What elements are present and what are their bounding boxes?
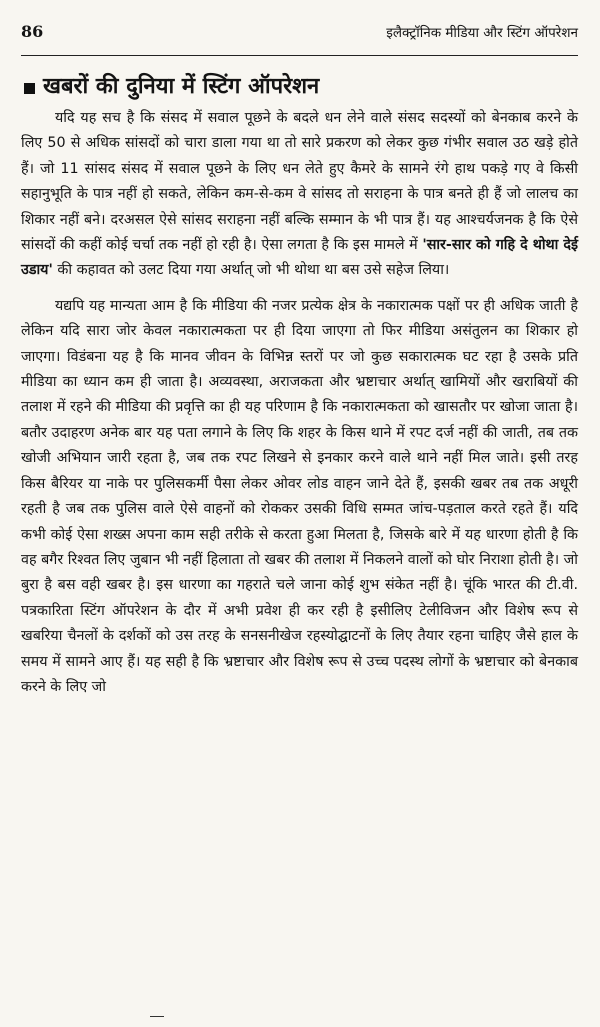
paragraph-1-after: की कहावत को उलट दिया गया अर्थात् जो भी थोथा था बस उसे सहेज लिया।	[52, 262, 450, 279]
footer-mark	[150, 1016, 164, 1018]
body-text	[21, 106, 578, 700]
paragraph-2: यद्यपि यह मान्यता आम है कि मीडिया की नजर प्रत्येक क्षेत्र के नकारात्मक पक्षों पर ही अधिक जाती है लेकिन यदि सारा जोर केवल नकारात्मकता पर ही दिया जाएगा तो फिर मीडिया असंतुलन का शिकार हो जाएगा। विडंबना यह है कि मानव जीवन के विभिन्न स्तरों पर जो कुछ सकारात्मक घट रहा है उसके प्रति मीडिया का ध्यान कम ही जाता है। अव्यवस्था, अराजकता और भ्रष्टाचार अर्थात् खामियों और खराबियों की तलाश में रहने की मीडिया की प्रवृत्ति का ही यह परिणाम है कि नकारात्मकता को खासतौर पर खोजा जाता है। बतौर उदाहरण अनेक बार यह पता लगाने के लिए कि शहर के किस थाने में रपट दर्ज नहीं की जाती, तब तक खोजी अभियान जारी रहता है, जब तक रपट लिखने से इनकार करने वाले थाने नहीं मिल जाते। इसी तरह किस बैरियर या नाके पर पुलिसकर्मी पैसा लेकर ओवर लोड वाहन जाने देते हैं, इसकी खबर तब तक अधूरी रहती है जब तक पुलिस वाले ऐसे वाहनों को रोककर उसकी विधि सम्मत जांच-पड़ताल करते रहते हैं। यदि कभी कोई ऐसा शख्स अपना काम सही तरीके से करता हुआ मिलता है, जिसके बारे में यह धारणा होती है कि वह बगैर रिश्वत लिए जुबान भी नहीं हिलाता तो खबर की तलाश में निकलने वालों को घोर निराशा होती है। जो बुरा है बस वही खबर है। इस धारणा का गहराते चले जाना कोई शुभ संकेत नहीं है। चूंकि भारत की टी.वी. पत्रकारिता स्टिंग ऑपरेशन के दौर में अभी प्रवेश ही कर रही है इसीलिए टेलीविजन और विशेष रूप से खबरिया चैनलों के दर्शकों को उस तरह के सनसनीखेज रहस्योद्घाटनों के लिए तैयार रहना चाहिए जैसे हाल के समय में सामने आए हैं। यह सही है कि भ्रष्टाचार और विशेष रूप से उच्च पदस्थ लोगों के भ्रष्टाचार को बेनकाब करने के लिए जो	[21, 297, 578, 695]
paragraph-1-quote: 'सार-सार को गहि दे थोथा देई उडाय'	[21, 237, 578, 279]
running-title: इलैक्ट्रॉनिक मीडिया और स्टिंग ऑपरेशन	[386, 25, 578, 41]
page-number: 86	[21, 22, 44, 41]
square-bullet-icon	[24, 83, 35, 94]
section-heading	[24, 72, 578, 102]
paragraph-1-before: यदि यह सच है कि संसद में सवाल पूछने के बदले धन लेने वाले संसद सदस्यों को बेनकाब करने के लिए 50 से अधिक सांसदों को चारा डाला गया था तो सारे प्रकरण को लेकर कुछ गंभीर सवाल उठ खड़े होते हैं। जो 11 सांसद संसद में सवाल पूछने के लिए धन लेते हुए कैमरे के सामने रंगे हाथ पकड़े गए वे किसी सहानुभूति के पात्र नहीं हो सकते, लेकिन कम-से-कम वे सांसद तो सराहना के पात्र बनते ही हैं जो लालच का शिकार नहीं बने। दरअसल ऐसे सांसद सराहना नहीं बल्कि सम्मान के भी पात्र हैं। यह आश्चर्यजनक है कि ऐसे सांसदों की कहीं कोई चर्चा तक नहीं हो रही है। ऐसा लगता है कि इस मामले में	[21, 110, 578, 254]
section-title-text: खबरों की दुनिया में स्टिंग ऑपरेशन	[43, 74, 320, 99]
paragraph-1	[21, 106, 578, 284]
page-header	[21, 22, 578, 56]
